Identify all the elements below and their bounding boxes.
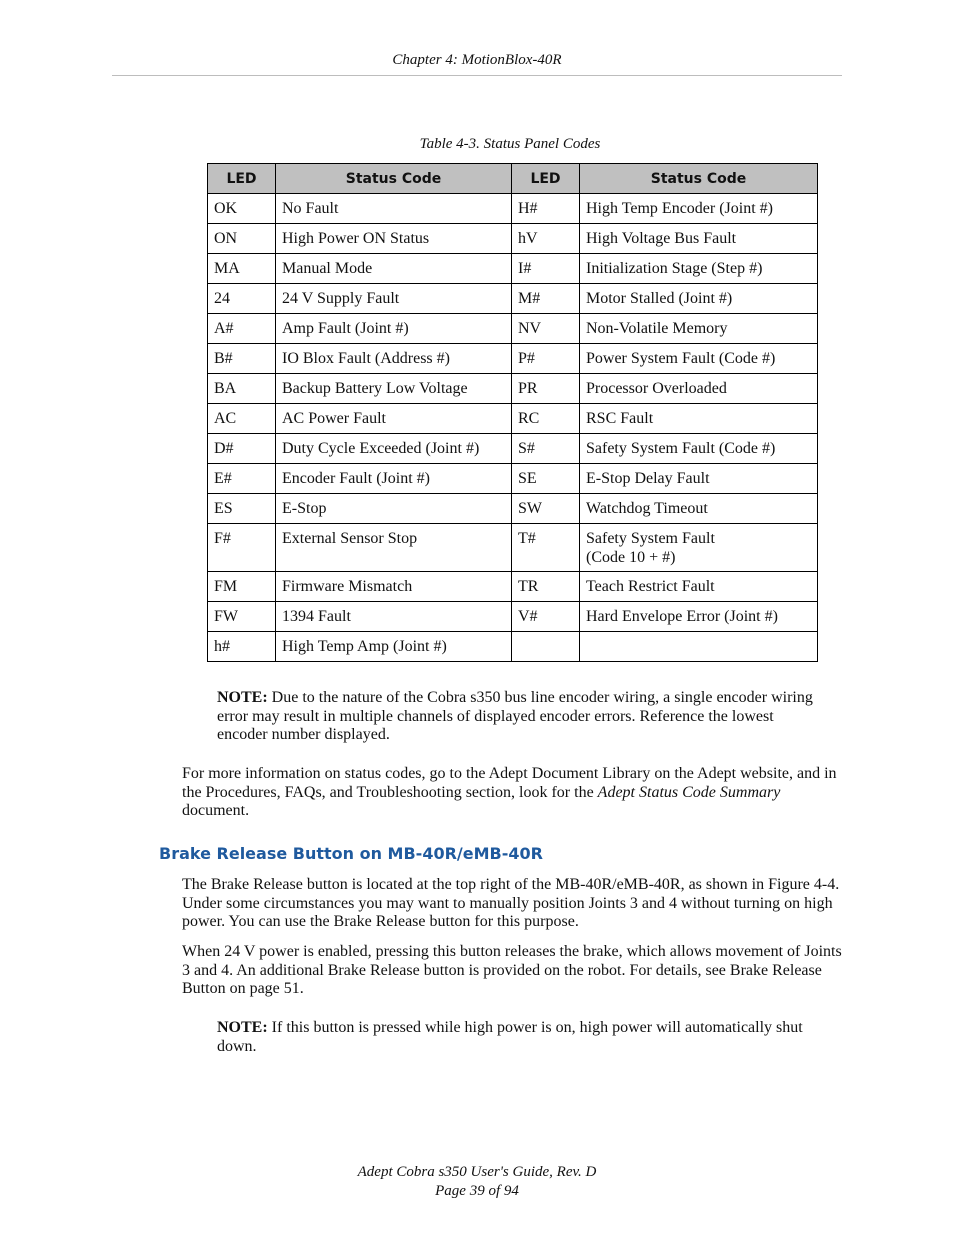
table-row: [208, 434, 818, 464]
table-body: [208, 194, 818, 662]
status-code-cell: Encoder Fault (Joint #): [276, 464, 512, 494]
running-header: Chapter 4: MotionBlox-40R: [392, 52, 562, 68]
table-row: [208, 224, 818, 254]
status-code-cell: Power System Fault (Code #): [580, 344, 818, 374]
table-row: [208, 464, 818, 494]
header-status-code-1: Status Code: [276, 164, 512, 194]
status-code-cell: No Fault: [276, 194, 512, 224]
paragraph-brake-function: When 24 V power is enabled, pressing this button releases the brake, which allows movement of Joints 3 and 4. An additional Brake Release button is provided on the robot. For details, see Brake Release Button on page 51.: [182, 943, 842, 997]
led-code-cell: TR: [512, 572, 580, 602]
status-code-cell: E-Stop Delay Fault: [580, 464, 818, 494]
table-row: [208, 284, 818, 314]
table-row: [208, 602, 818, 632]
document-title: Adept Status Code Summary: [597, 783, 781, 801]
led-code-cell: PR: [512, 374, 580, 404]
led-code-cell: P#: [512, 344, 580, 374]
led-code-cell: hV: [512, 224, 580, 254]
led-code-cell: M#: [512, 284, 580, 314]
table-caption: Table 4-3. Status Panel Codes: [419, 136, 601, 152]
status-code-cell: Teach Restrict Fault: [580, 572, 818, 602]
table-row: [208, 524, 818, 572]
led-code-cell: BA: [208, 374, 276, 404]
table-row: [208, 494, 818, 524]
led-code-cell: B#: [208, 344, 276, 374]
note-encoder-wiring: [217, 689, 817, 745]
led-code-cell: ON: [208, 224, 276, 254]
status-code-cell: High Voltage Bus Fault: [580, 224, 818, 254]
table-row: [208, 404, 818, 434]
status-code-cell: AC Power Fault: [276, 404, 512, 434]
note-label: NOTE:: [217, 1019, 268, 1036]
led-code-cell: F#: [208, 524, 276, 572]
led-code-cell: RC: [512, 404, 580, 434]
led-code-cell: T#: [512, 524, 580, 572]
status-code-cell: Safety System Fault (Code #): [580, 434, 818, 464]
led-code-cell: SW: [512, 494, 580, 524]
led-code-cell: FW: [208, 602, 276, 632]
paragraph-more-info: [182, 765, 847, 821]
header-status-code-2: Status Code: [580, 164, 818, 194]
led-code-cell: V#: [512, 602, 580, 632]
status-code-cell: Initialization Stage (Step #): [580, 254, 818, 284]
led-code-cell: h#: [208, 632, 276, 662]
table-row: [208, 374, 818, 404]
status-code-cell: High Power ON Status: [276, 224, 512, 254]
table-row: [208, 314, 818, 344]
status-code-cell: Watchdog Timeout: [580, 494, 818, 524]
led-code-cell: H#: [512, 194, 580, 224]
led-code-cell: D#: [208, 434, 276, 464]
status-code-cell: 24 V Supply Fault: [276, 284, 512, 314]
note-text: Due to the nature of the Cobra s350 bus line encoder wiring, a single encoder wiring error may result in multiple channels of displayed encoder errors. Reference the lowest encoder number displayed.: [217, 689, 813, 743]
status-code-cell: Duty Cycle Exceeded (Joint #): [276, 434, 512, 464]
led-code-cell: I#: [512, 254, 580, 284]
led-code-cell: E#: [208, 464, 276, 494]
status-code-cell: Backup Battery Low Voltage: [276, 374, 512, 404]
led-code-cell: ES: [208, 494, 276, 524]
led-code-cell: A#: [208, 314, 276, 344]
led-code-cell: NV: [512, 314, 580, 344]
status-code-cell: E-Stop: [276, 494, 512, 524]
status-code-cell: RSC Fault: [580, 404, 818, 434]
led-code-cell: [512, 632, 580, 662]
status-code-cell: IO Blox Fault (Address #): [276, 344, 512, 374]
status-code-cell: [580, 632, 818, 662]
led-code-cell: AC: [208, 404, 276, 434]
footer-title: Adept Cobra s350 User's Guide, Rev. D: [357, 1164, 597, 1180]
paragraph-tail: document.: [182, 802, 250, 819]
status-code-cell: Non-Volatile Memory: [580, 314, 818, 344]
section-heading: Brake Release Button on MB-40R/eMB-40R: [159, 844, 543, 863]
status-code-cell: High Temp Encoder (Joint #): [580, 194, 818, 224]
status-code-cell: Hard Envelope Error (Joint #): [580, 602, 818, 632]
note-text: If this button is pressed while high power is on, high power will automatically shut down.: [217, 1019, 803, 1055]
status-code-cell: Firmware Mismatch: [276, 572, 512, 602]
note-label: NOTE:: [217, 689, 268, 706]
table-row: [208, 572, 818, 602]
status-code-cell: Safety System Fault (Code 10 + #): [580, 524, 818, 572]
footer-page-number: Page 39 of 94: [435, 1183, 519, 1199]
paragraph-brake-location: The Brake Release button is located at the top right of the MB-40R/eMB-40R, as shown in Figure 4-4. Under some circumstances you may want to manually position Joints 3 and 4 without turning on high power. You can use the Brake Release button for this purpose.: [182, 876, 840, 930]
led-code-cell: 24: [208, 284, 276, 314]
status-codes-table: [207, 163, 818, 662]
status-code-cell: Amp Fault (Joint #): [276, 314, 512, 344]
table-header-row: [208, 164, 818, 194]
status-code-cell: Manual Mode: [276, 254, 512, 284]
table-row: [208, 254, 818, 284]
status-code-cell: 1394 Fault: [276, 602, 512, 632]
table-row: [208, 194, 818, 224]
led-code-cell: SE: [512, 464, 580, 494]
led-code-cell: MA: [208, 254, 276, 284]
header-rule: [112, 75, 842, 76]
note-high-power: [217, 1019, 817, 1056]
status-code-cell: High Temp Amp (Joint #): [276, 632, 512, 662]
status-code-cell: Processor Overloaded: [580, 374, 818, 404]
table-row: [208, 344, 818, 374]
header-led-1: LED: [208, 164, 276, 194]
table-row: [208, 632, 818, 662]
led-code-cell: OK: [208, 194, 276, 224]
paragraph-text: For more information on status codes, go to the Adept Document Library on the Adept website, and in the Procedures, FAQs, and Troubleshooting section, look for the: [182, 765, 837, 801]
status-code-cell: External Sensor Stop: [276, 524, 512, 572]
status-code-cell: Motor Stalled (Joint #): [580, 284, 818, 314]
led-code-cell: S#: [512, 434, 580, 464]
led-code-cell: FM: [208, 572, 276, 602]
running-footer: [0, 1163, 954, 1201]
header-led-2: LED: [512, 164, 580, 194]
